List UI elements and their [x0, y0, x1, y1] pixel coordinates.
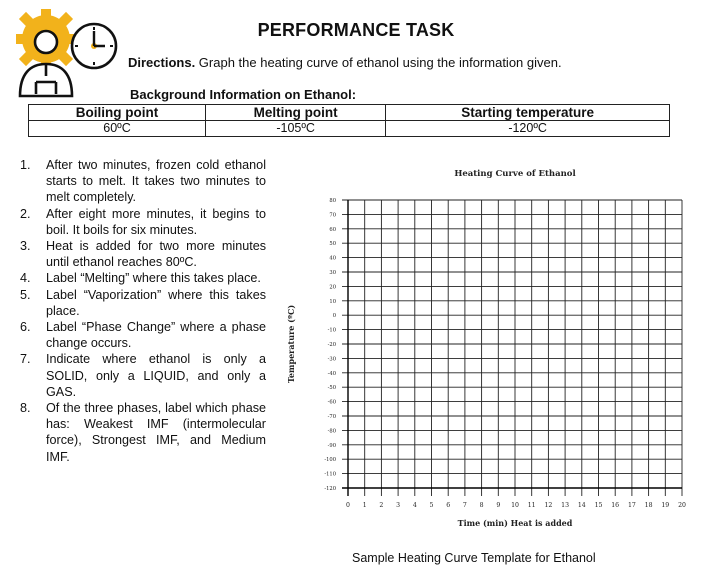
y-tick-label: -60	[327, 399, 336, 406]
item-number: 6.	[20, 320, 31, 335]
x-tick-label: 14	[577, 502, 586, 509]
background-title: Background Information on Ethanol:	[130, 87, 357, 102]
x-tick-label: 11	[527, 502, 536, 509]
chart-title: Heating Curve of Ethanol	[454, 169, 576, 179]
x-tick-label: 8	[479, 502, 484, 509]
y-tick-label: 60	[329, 226, 336, 233]
x-tick-label: 0	[346, 502, 350, 509]
x-tick-label: 20	[678, 502, 686, 509]
item-number: 1.	[20, 158, 31, 172]
header-boiling-point: Boiling point	[29, 105, 206, 121]
y-tick-label: 80	[329, 198, 336, 204]
x-axis-label: Time (min) Heat is added	[457, 518, 573, 528]
x-tick-label: 5	[429, 502, 434, 509]
table-header-row	[29, 105, 670, 121]
list-item	[20, 351, 266, 400]
y-tick-label: -70	[327, 414, 336, 420]
item-text: Of the three phases, label which phase has: Weakest IMF (intermolecular force), Strongest IMF, and Medium IMF.	[46, 401, 266, 464]
x-tick-label: 19	[661, 502, 670, 509]
y-tick-label: -30	[327, 356, 336, 363]
y-tick-label: -80	[327, 428, 336, 435]
x-tick-label: 3	[396, 502, 401, 509]
page-title: PERFORMANCE TASK	[257, 20, 455, 40]
x-tick-label: 9	[496, 502, 501, 509]
chart-caption: Sample Heating Curve Template for Ethanol	[352, 551, 596, 565]
x-tick-label: 4	[412, 502, 417, 509]
list-item	[20, 270, 266, 286]
item-number: 3.	[20, 239, 31, 254]
header-melting-point: Melting point	[206, 105, 386, 121]
list-item	[20, 319, 266, 351]
x-tick-label: 17	[627, 502, 636, 509]
x-tick-label: 7	[462, 502, 467, 509]
value-melting-point: -105ºC	[206, 121, 386, 137]
item-text: Heat is added for two more minutes until ethanol reaches 80ºC.	[46, 239, 266, 270]
y-tick-label: -100	[324, 457, 336, 464]
x-tick-label: 16	[611, 502, 620, 509]
directions-text: Graph the heating curve of ethanol using the information given.	[195, 55, 562, 70]
list-item	[20, 238, 266, 270]
y-tick-label: 50	[329, 241, 336, 248]
x-tick-label: 18	[644, 502, 653, 509]
y-tick-label: -50	[327, 385, 336, 392]
y-tick-label: -90	[327, 442, 336, 449]
y-axis-label: Temperature (ºC)	[286, 304, 296, 384]
task-logo-icon	[6, 4, 128, 104]
directions-label: Directions.	[128, 55, 196, 70]
item-text: Label “Vaporization” where this takes place.	[46, 287, 266, 318]
list-item	[20, 157, 266, 206]
list-item	[20, 287, 266, 319]
item-number: 7.	[20, 352, 31, 367]
item-text: After two minutes, frozen cold ethanol starts to melt. It takes two minutes to melt completely.	[46, 158, 266, 205]
item-number: 4.	[20, 271, 31, 286]
y-tick-label: 20	[329, 284, 336, 291]
item-text: Label “Melting” where this takes place.	[46, 271, 261, 286]
item-number: 8.	[20, 401, 31, 416]
item-text: Indicate where ethanol is only a SOLID, only a LIQUID, and only a GAS.	[46, 352, 266, 399]
list-item	[20, 206, 266, 238]
y-tick-label: -40	[327, 370, 336, 377]
value-boiling-point: 60ºC	[29, 121, 206, 137]
y-tick-label: 10	[329, 298, 336, 305]
x-tick-label: 10	[511, 502, 519, 509]
y-tick-label: -120	[324, 486, 336, 492]
x-tick-label: 2	[379, 502, 384, 509]
background-info-table	[28, 104, 670, 137]
item-text: After eight more minutes, it begins to boil. It boils for six minutes.	[46, 206, 266, 237]
item-number: 2.	[20, 206, 31, 221]
x-tick-label: 12	[544, 502, 553, 509]
y-tick-label: -20	[327, 342, 336, 348]
y-tick-label: -110	[324, 471, 336, 478]
x-tick-label: 15	[594, 502, 603, 509]
directions	[128, 55, 562, 70]
table-row	[29, 121, 670, 137]
item-number: 5.	[20, 287, 31, 302]
heating-curve-chart	[280, 160, 690, 540]
value-starting-temperature: -120ºC	[386, 121, 670, 137]
y-tick-label: 0	[332, 313, 336, 320]
y-tick-label: 40	[329, 255, 336, 262]
header-starting-temperature: Starting temperature	[386, 105, 670, 121]
list-item	[20, 400, 266, 465]
instruction-list	[20, 157, 266, 465]
y-tick-label: 30	[329, 270, 336, 276]
y-tick-label: 70	[329, 212, 336, 219]
item-text: Label “Phase Change” where a phase change occurs.	[46, 320, 266, 351]
x-tick-label: 13	[561, 502, 570, 509]
x-tick-label: 1	[362, 502, 367, 509]
x-tick-label: 6	[446, 502, 451, 509]
y-tick-label: -10	[327, 327, 336, 334]
